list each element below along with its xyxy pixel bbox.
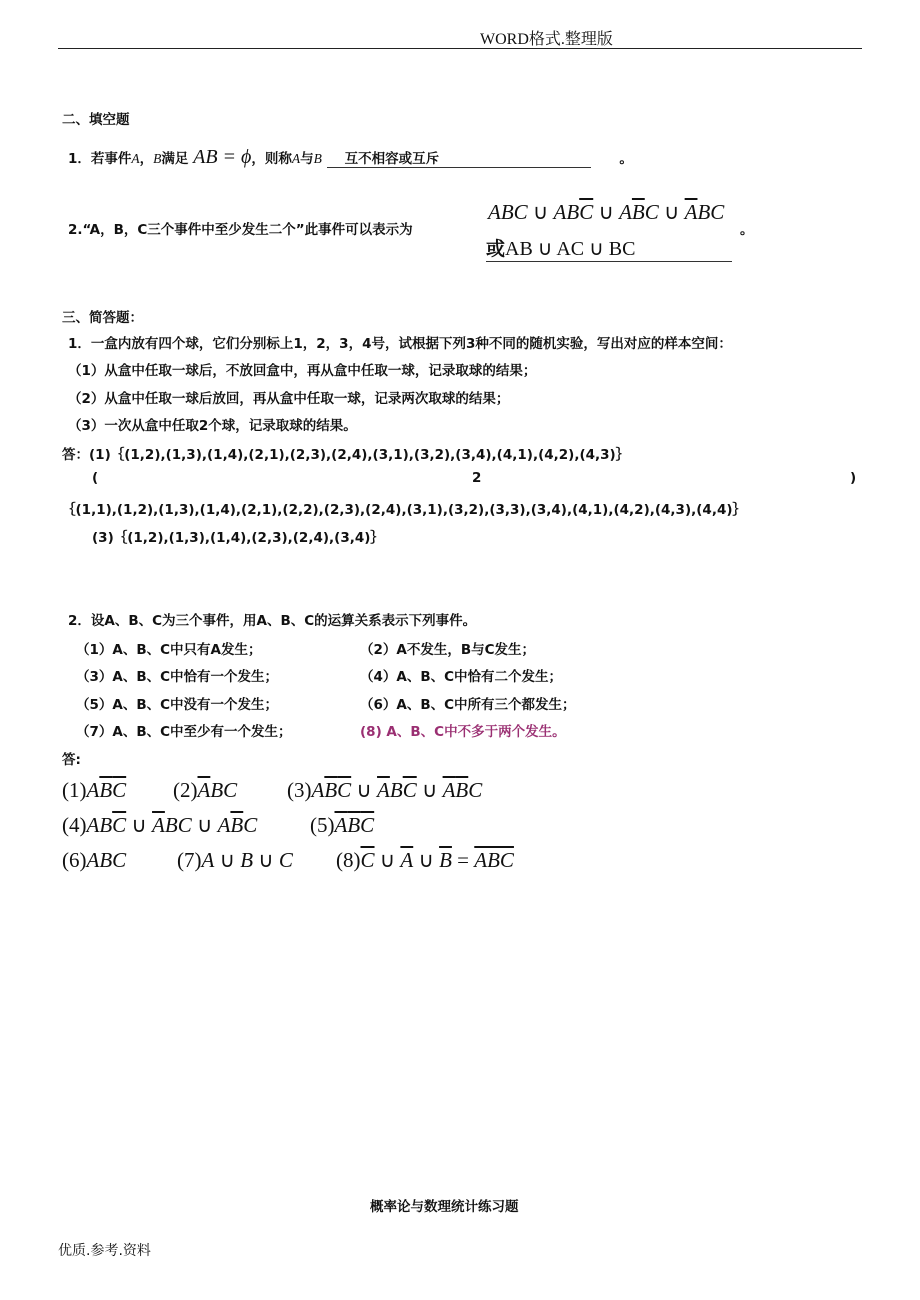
section-3-title: 三、简答题： bbox=[62, 310, 143, 326]
fill-question-1: 1．若事件A，B满足 AB = ϕ，则称A与B 互不相容或互斥 。 bbox=[68, 146, 633, 168]
answer-formula-7: (7)A ∪ B ∪ C bbox=[177, 848, 293, 872]
answer-formula-5: $(5)\overline{A}\overline{B}\overline{C}$ bbox=[310, 813, 375, 837]
q2-item-1: （1）A、B、C中只有A发生； bbox=[76, 642, 262, 658]
q1-answer-2-number: 2 bbox=[472, 470, 482, 486]
footer-title: 概率论与数理统计练习题 bbox=[370, 1199, 519, 1215]
fill-question-2-end: 。 bbox=[740, 222, 754, 238]
q2-item-7: （7）A、B、C中至少有一个发生； bbox=[76, 724, 292, 740]
q1-stem: 1．一盒内放有四个球，它们分别标上1，2，3，4号，试根据下列3种不同的随机实验，写出对应的样本空间： bbox=[68, 336, 732, 352]
q2-item-3: （3）A、B、C中恰有一个发生； bbox=[76, 669, 279, 685]
header-divider bbox=[58, 48, 862, 49]
q2-answer-label: 答: bbox=[62, 752, 81, 768]
q1-answer-2-open: ( bbox=[92, 470, 99, 486]
footer-source: 优质.参考.资料 bbox=[58, 1243, 151, 1259]
q2-stem: 2．设A、B、C为三个事件，用A、B、C的运算关系表示下列事件。 bbox=[68, 613, 477, 629]
fill-answer-2-line1: ABC ∪ $AB\overline{C}$ ∪ $A\overline{B}C$ ∪ $\overline{A}BC$ bbox=[488, 200, 725, 224]
answer-formula-2: $(2)\overline{A}BC$ bbox=[173, 778, 238, 802]
q1-item-2: （2）从盒中任取一球后放回，再从盒中任取一球，记录两次取球的结果； bbox=[68, 391, 510, 407]
q2-item-5: （5）A、B、C中没有一个发生； bbox=[76, 697, 279, 713]
header-title: WORD格式.整理版 bbox=[480, 31, 613, 48]
q1-answer-2-close: ) bbox=[850, 470, 857, 486]
q2-item-8: (8) A、B、C中不多于两个发生。 bbox=[360, 724, 566, 740]
q1-answer-1: 答：(1)｛(1,2),(1,3),(1,4),(2,1),(2,3),(2,4),(3,1),(3,2),(3,4),(4,1),(4,2),(4,3)｝ bbox=[62, 447, 630, 463]
answer-formula-1: $(1)A\overline{B}\overline{C}$ bbox=[62, 778, 127, 802]
answer-formula-8: $(8)\overline{C}$ ∪ $\overline{A}$ ∪ $\overline{B} = \overline{ABC}$ bbox=[336, 848, 514, 872]
q2-item-4: （4）A、B、C中恰有二个发生； bbox=[360, 669, 563, 685]
q1-answer-3: (3)｛(1,2),(1,3),(1,4),(2,3),(2,4),(3,4)｝ bbox=[92, 530, 384, 546]
answer-formula-4: $(4)AB\overline{C}$ ∪ $\overline{A}BC$ ∪ $A\overline{B}C$ bbox=[62, 813, 258, 837]
fill-question-2: 2.“A，B，C三个事件中至少发生二个”此事件可以表示为 bbox=[68, 222, 413, 238]
section-2-title: 二、填空题 bbox=[62, 112, 130, 128]
q2-item-6: （6）A、B、C中所有三个都发生； bbox=[360, 697, 576, 713]
fill-answer-1: 互不相容或互斥 bbox=[327, 147, 591, 168]
fill-answer-2-line2: 或AB ∪ AC ∪ BC bbox=[486, 234, 732, 262]
q1-item-1: （1）从盒中任取一球后，不放回盒中，再从盒中任取一球，记录取球的结果； bbox=[68, 363, 537, 379]
q1-answer-2-set: ｛(1,1),(1,2),(1,3),(1,4),(2,1),(2,2),(2,3),(2,4),(3,1),(3,2),(3,3),(3,4),(4,1),(4,2),(4,3),(4,4)｝ bbox=[62, 502, 747, 518]
q1-item-3: （3）一次从盒中任取2个球，记录取球的结果。 bbox=[68, 418, 357, 434]
answer-formula-3: $(3)A\overline{B}\overline{C}$ ∪ $\overline{A}B\overline{C}$ ∪ $\overline{A}\overline{B}C$ bbox=[287, 778, 483, 802]
answer-formula-6: (6)ABC bbox=[62, 848, 127, 872]
q2-item-2: （2）A不发生，B与C发生； bbox=[360, 642, 536, 658]
